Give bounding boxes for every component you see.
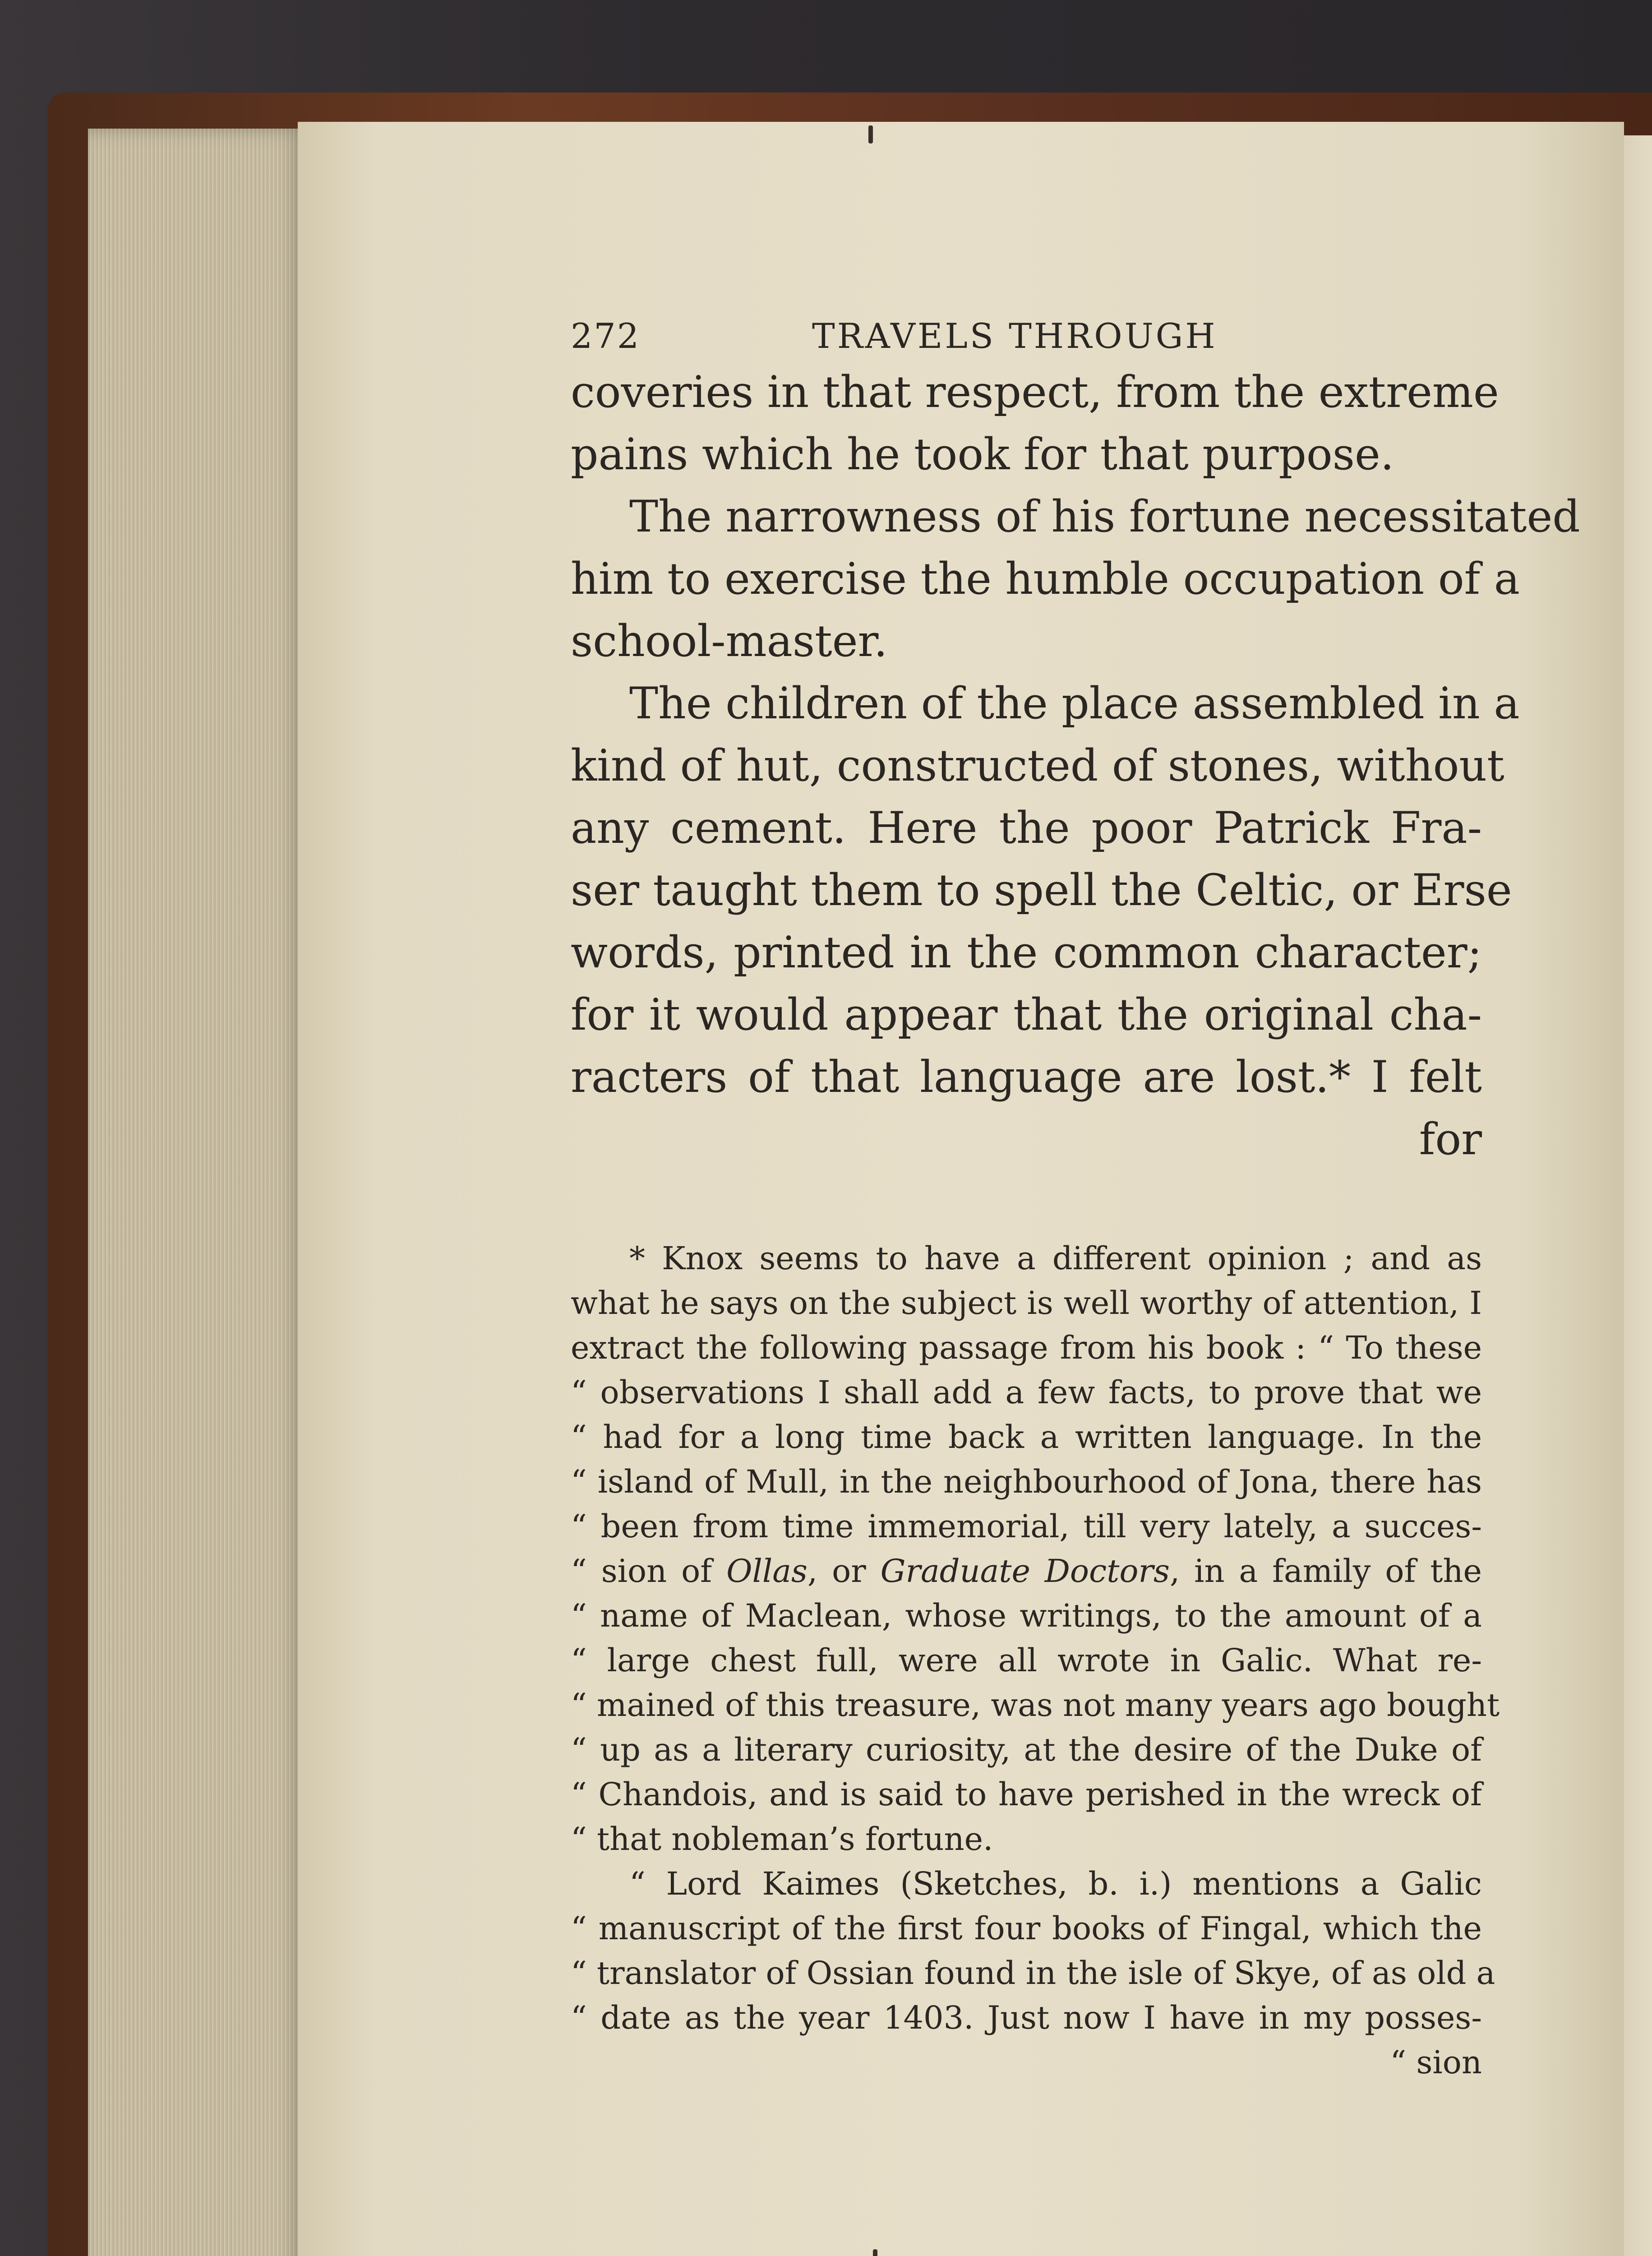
page-header: [571, 302, 1482, 361]
page-edges: [88, 129, 305, 2256]
main-text: [571, 302, 1580, 1170]
footnote-segment: , in a family of the: [1169, 1553, 1482, 1590]
body-line: words, printed in the common character;: [571, 927, 1482, 978]
footnote-line: “ up as a literary curiosity, at the desire of the Duke of: [571, 1731, 1482, 1768]
footnote-line: “ had for a long time back a written language. In the: [571, 1419, 1482, 1456]
body-line: racters of that language are lost.* I felt: [571, 1052, 1482, 1102]
footnote-line: “ mained of this treasure, was not many years ago bought: [571, 1687, 1500, 1724]
footnote-line: * Knox seems to have a different opinion ; and as: [629, 1240, 1482, 1277]
gutter-mark-bottom: [873, 2249, 877, 2256]
footnote-segment: “ sion of: [571, 1553, 712, 1590]
footnote-line: “ large chest full, were all wrote in Galic. What re-: [571, 1642, 1482, 1679]
footnote-italic-ollas: Ollas: [726, 1553, 808, 1590]
gutter-mark-top: [868, 125, 873, 143]
body-line: him to exercise the humble occupation of a: [571, 554, 1520, 604]
footnote-line: “ been from time immemorial, till very lately, a succes-: [571, 1508, 1482, 1545]
footnote-catchword: “ sion: [1390, 2044, 1482, 2081]
footnote-line: “ date as the year 1403. Just now I have in my posses-: [571, 1999, 1482, 2036]
footnote: [571, 1236, 1500, 2085]
footnote-line: “ manuscript of the first four books of Fingal, which the: [571, 1910, 1482, 1947]
body-line: The children of the place assembled in a: [629, 678, 1520, 729]
footnote-segment: , or: [807, 1553, 866, 1590]
footnote-line: “ translator of Ossian found in the isle of Skye, of as old a: [571, 1955, 1495, 1992]
footnote-line-italic: [571, 1549, 1482, 1594]
body-line: The narrowness of his fortune necessitated: [629, 491, 1580, 542]
footnote-line: “ Chandois, and is said to have perished in the wreck of: [571, 1776, 1482, 1813]
footnote-italic-doctors: Graduate Doctors: [880, 1553, 1170, 1590]
footnote-line: “ observations I shall add a few facts, to prove that we: [571, 1374, 1482, 1411]
body-line: any cement. Here the poor Patrick Fra-: [571, 803, 1482, 853]
footnote-line: “ that nobleman’s fortune.: [571, 1821, 993, 1858]
footnote-line: “ island of Mull, in the neighbourhood of Jona, there has: [571, 1463, 1482, 1500]
footnote-line: extract the following passage from his book : “ To these: [571, 1329, 1482, 1366]
running-head: TRAVELS THROUGH: [812, 316, 1218, 356]
body-line: kind of hut, constructed of stones, without: [571, 740, 1504, 791]
body-line: for it would appear that the original cha-: [571, 989, 1482, 1040]
catchword: for: [1419, 1114, 1482, 1165]
body-line: pains which he took for that purpose.: [571, 429, 1394, 480]
body-line: school-master.: [571, 616, 888, 666]
body-line: ser taught them to spell the Celtic, or Erse: [571, 865, 1512, 915]
footnote-line: “ Lord Kaimes (Sketches, b. i.) mentions a Galic: [629, 1865, 1482, 1902]
footnote-line: “ name of Maclean, whose writings, to the amount of a: [571, 1597, 1482, 1634]
body-line: coveries in that respect, from the extreme: [571, 367, 1499, 417]
footnote-line: what he says on the subject is well worthy of attention, I: [571, 1285, 1482, 1322]
page-number: 272: [571, 316, 641, 356]
